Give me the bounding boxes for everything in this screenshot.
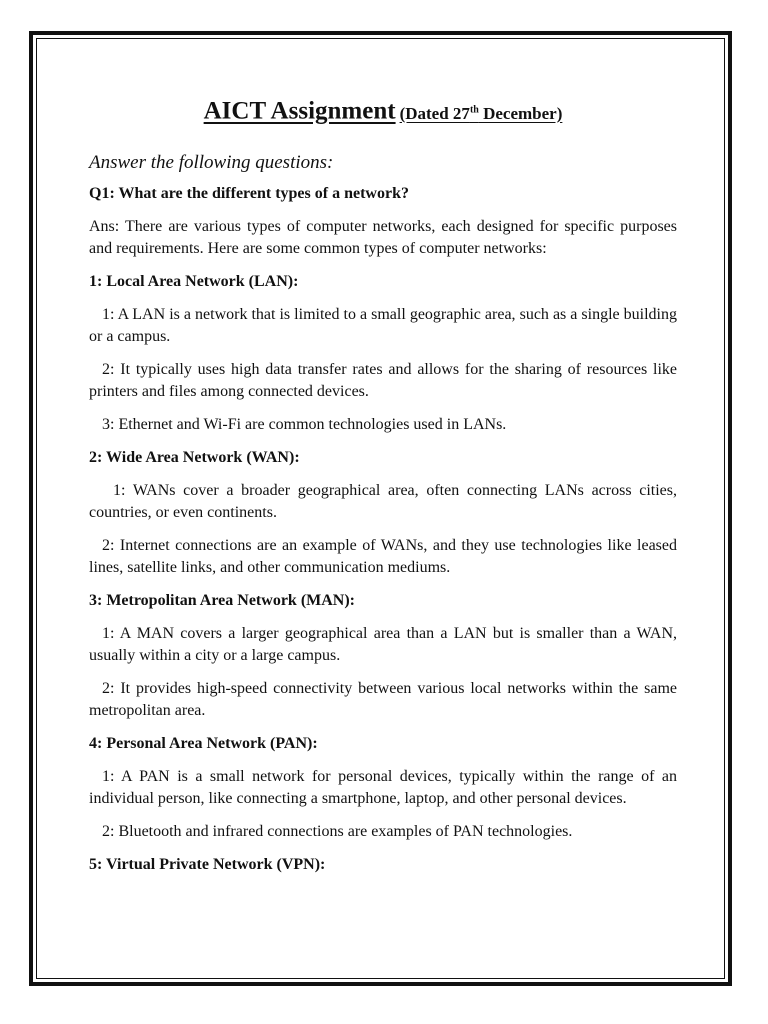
- man-point-2: 2: It provides high-speed connectivity between various local networks within the same metropolitan area.: [89, 679, 677, 719]
- section-heading-wan: 2: Wide Area Network (WAN):: [89, 448, 300, 466]
- page-title: [89, 94, 677, 131]
- document-content: [89, 94, 677, 887]
- section-heading-vpn: 5: Virtual Private Network (VPN):: [89, 855, 326, 873]
- pan-point-1: 1: A PAN is a small network for personal devices, typically within the range of an individual person, like connecting a smartphone, laptop, and other personal devices.: [89, 767, 677, 807]
- section-heading-lan: 1: Local Area Network (LAN):: [89, 272, 299, 290]
- section-heading-man: 3: Metropolitan Area Network (MAN):: [89, 591, 356, 609]
- man-point-1: 1: A MAN covers a larger geographical area than a LAN but is smaller than a WAN, usually within a city or a large campus.: [89, 624, 677, 664]
- lan-point-2: 2: It typically uses high data transfer rates and allows for the sharing of resources like printers and files among connected devices.: [89, 360, 677, 400]
- wan-point-1: 1: WANs cover a broader geographical area, often connecting LANs across cities, countries, or even continents.: [89, 481, 677, 521]
- instruction-text: Answer the following questions:: [89, 151, 334, 173]
- title-date-prefix: (Dated 27: [399, 103, 470, 123]
- title-main: AICT Assignment: [203, 97, 396, 125]
- section-heading-pan: 4: Personal Area Network (PAN):: [89, 734, 318, 752]
- lan-point-1: 1: A LAN is a network that is limited to a small geographic area, such as a single building or a campus.: [89, 305, 677, 345]
- title-date-sup: th: [469, 104, 479, 115]
- answer-intro: Ans: There are various types of computer networks, each designed for specific purposes and requirements. Here are some common types of computer networks:: [89, 217, 677, 257]
- pan-point-2: 2: Bluetooth and infrared connections are examples of PAN technologies.: [102, 822, 573, 840]
- title-date: [400, 104, 563, 123]
- question-heading: Q1: What are the different types of a network?: [89, 184, 409, 202]
- title-date-suffix: December): [478, 103, 563, 123]
- lan-point-3: 3: Ethernet and Wi-Fi are common technologies used in LANs.: [102, 415, 507, 433]
- wan-point-2: 2: Internet connections are an example of WANs, and they use technologies like leased lines, satellite links, and other communication mediums.: [89, 536, 677, 576]
